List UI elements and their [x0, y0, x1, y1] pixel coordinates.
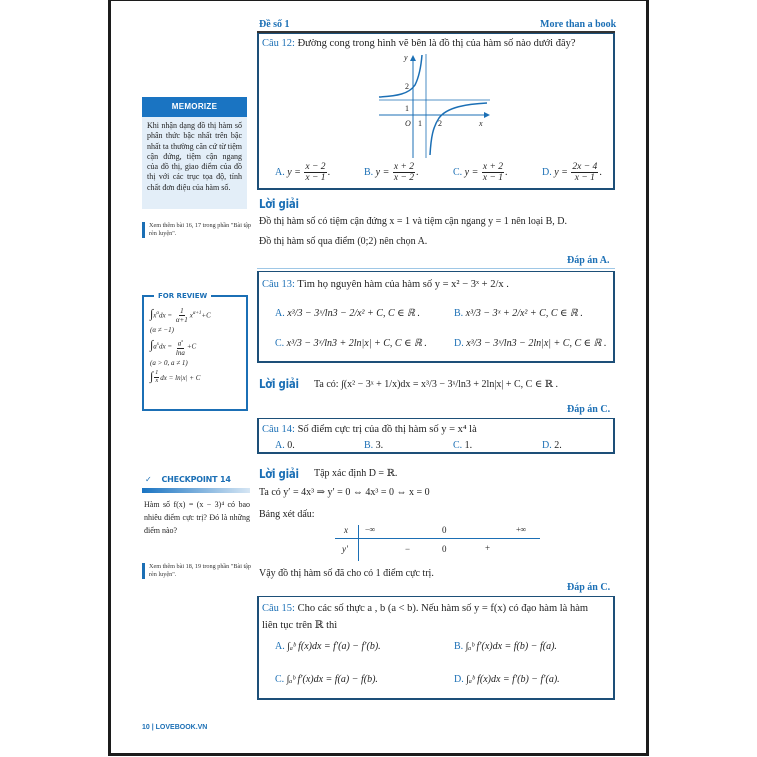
sign-table-x-label: x	[344, 525, 348, 535]
sign-table-y-plus: +	[485, 543, 491, 553]
sign-table	[335, 523, 540, 563]
question-12-option-c[interactable]: C. y = $\frac{x + 2}{x - 1}$ .	[453, 162, 508, 183]
sign-table-x-zero: 0	[442, 525, 447, 535]
question-14-option-b[interactable]	[364, 440, 383, 451]
y-tick-1: 1	[405, 104, 409, 113]
question-13-text: Tìm họ nguyên hàm của hàm số y = x² − 3ˣ + 2/x .	[297, 279, 509, 290]
option-label: C.	[275, 674, 285, 685]
question-13-label: Câu 13:	[262, 279, 295, 290]
checkpoint-title	[145, 475, 231, 484]
option-text: 1.	[464, 440, 473, 451]
option-label: A.	[275, 641, 285, 652]
option-text: 3.	[375, 440, 384, 451]
checkpoint-bar	[142, 488, 250, 493]
question-13-option-c[interactable]	[275, 338, 427, 349]
for-review-box	[142, 292, 248, 411]
question-15-option-d[interactable]	[454, 674, 560, 685]
x-tick-2: 2	[438, 119, 442, 128]
question-13-option-d[interactable]	[454, 338, 606, 349]
solution-12-line-2: Đồ thị hàm số qua điểm (0;2) nên chọn A.	[259, 236, 428, 247]
option-label: B.	[454, 308, 464, 319]
checkpoint-title-text: CHECKPOINT 14	[161, 475, 231, 484]
option-label: B.	[364, 166, 374, 178]
answer-14: Đáp án C.	[567, 582, 611, 593]
page-footer: 10 | LOVEBOOK.VN	[142, 724, 208, 731]
header-exam-title: Đề số 1	[259, 19, 290, 30]
option-label: D.	[454, 674, 464, 685]
solution-13-text: Ta có: ∫(x² − 3ˣ + 1/x)dx = x³/3 − 3ˣ/ln3 + 2ln|x| + C, C ∈ ℝ .	[314, 379, 559, 390]
option-label: C.	[453, 166, 463, 178]
question-12-text: Đường cong trong hình vẽ bên là đồ thị của hàm số nào dưới đây?	[297, 38, 576, 49]
solution-13-title	[259, 375, 306, 393]
question-14-option-d[interactable]	[542, 440, 562, 451]
question-15-prompt-line-2: liên tục trên ℝ thì	[262, 620, 338, 631]
answer-12: Đáp án A.	[567, 255, 610, 266]
solution-14-conclusion: Vậy đồ thị hàm số đã cho có 1 điểm cực trị.	[259, 568, 434, 579]
question-12-option-d[interactable]: D. y = $\frac{2x - 4}{x - 1}$ .	[542, 162, 602, 183]
curve-left-branch	[379, 55, 422, 97]
question-14-option-a[interactable]	[275, 440, 295, 451]
review-condition-1: (α ≠ −1)	[150, 326, 174, 335]
question-14-box	[257, 418, 615, 454]
option-label: D.	[542, 440, 552, 451]
solution-12-line-1: Đồ thị hàm số có tiệm cận đứng x = 1 và tiệm cận ngang y = 1 nên loại B, D.	[259, 216, 568, 227]
option-label: C.	[453, 440, 463, 451]
sign-table-y-minus: −	[405, 544, 411, 554]
question-15-option-a[interactable]	[275, 641, 381, 652]
sign-table-vline	[358, 525, 359, 561]
question-13-option-a[interactable]	[275, 308, 420, 319]
option-lhs: y =	[554, 166, 568, 178]
sign-table-x-neg-inf: −∞	[365, 525, 376, 534]
option-label: C.	[275, 338, 285, 349]
question-14-label: Câu 14:	[262, 424, 295, 435]
header-brand: More than a book	[540, 19, 617, 30]
option-denominator: x − 1	[574, 173, 595, 183]
question-15-text: Cho các số thực a , b (a < b). Nếu hàm số y = f(x) có đạo hàm là hàm	[297, 603, 589, 614]
option-denominator: x − 1	[482, 173, 503, 183]
option-lhs: y =	[375, 166, 390, 178]
solution-14-title	[259, 465, 306, 483]
question-13-option-b[interactable]	[454, 308, 583, 319]
question-15-prompt-line-1	[262, 602, 588, 616]
hyperbola-graph	[377, 52, 497, 160]
option-text: x³/3 − 3ˣ/ln3 − 2/x² + C, C ∈ ℝ .	[287, 308, 420, 319]
sign-table-x-pos-inf: +∞	[516, 525, 527, 534]
question-12-label: Câu 12:	[262, 38, 295, 49]
option-text: x³/3 − 3ˣ + 2/x² + C, C ∈ ℝ .	[465, 308, 583, 319]
option-text: x³/3 − 3ˣ/ln3 − 2ln|x| + C, C ∈ ℝ .	[466, 338, 607, 349]
option-text: ∫ₐᵇ f′(x)dx = f(b) − f(a).	[465, 641, 557, 652]
review-formula-3: ∫ $\frac{1}{x}$ dx = ln|x| + C	[150, 368, 201, 385]
solution-title-text: Lời giải	[259, 467, 299, 481]
review-formula-2: $\int a^xdx$ = $\frac{a^x}{\ln a}$ +C	[150, 337, 197, 357]
y-axis-label: y	[404, 53, 408, 62]
question-15-box	[257, 596, 615, 700]
option-label: A.	[275, 308, 285, 319]
solution-title-text: Lời giải	[259, 197, 299, 211]
option-text: ∫ₐᵇ f(x)dx = f′(b) − f′(a).	[466, 674, 560, 685]
solution-12-title	[259, 195, 306, 213]
option-label: D.	[454, 338, 464, 349]
question-14-option-c[interactable]	[453, 440, 472, 451]
option-denominator: x − 2	[393, 173, 414, 183]
sign-table-y-label: y′	[342, 544, 348, 554]
option-label: A.	[275, 166, 285, 178]
option-text: ∫ₐᵇ f′(x)dx = f(a) − f(b).	[286, 674, 378, 685]
option-label: B.	[454, 641, 464, 652]
curve-right-branch	[430, 103, 487, 155]
question-12-prompt	[262, 37, 576, 51]
answer-13: Đáp án C.	[567, 404, 611, 415]
y-tick-2: 2	[405, 82, 409, 91]
memorize-text: Khi nhận dạng đồ thị hàm số phân thức bậc nhất trên bậc nhất ta thường căn cứ từ tiệm cận đứng, tiệm cận ngang của đồ thị, giao điểm của đồ thị với các trục tọa độ, tính chất đơn điệu của hàm số.	[142, 117, 247, 209]
question-12-option-b[interactable]: B. y = $\frac{x + 2}{x - 2}$ .	[364, 162, 419, 183]
option-numerator: x + 2	[393, 162, 414, 172]
question-13-box	[257, 271, 615, 363]
x-axis-label: x	[479, 119, 483, 128]
for-review-title: FOR REVIEW	[154, 290, 211, 303]
option-numerator: x + 2	[482, 162, 503, 172]
memorize-title: MEMORIZE	[142, 97, 247, 117]
option-denominator: x − 1	[305, 173, 326, 183]
origin-label: O	[405, 119, 411, 128]
option-label: A.	[275, 440, 285, 451]
question-14-prompt	[262, 423, 477, 437]
question-15-option-b[interactable]	[454, 641, 557, 652]
question-12-box	[257, 33, 615, 190]
option-lhs: y =	[464, 166, 479, 178]
question-15-label: Câu 15:	[262, 603, 295, 614]
option-numerator: x − 2	[305, 162, 326, 172]
question-15-option-c[interactable]	[275, 674, 378, 685]
option-text: 2.	[554, 440, 562, 451]
x-tick-1: 1	[418, 119, 422, 128]
question-14-text: Số điểm cực trị của đồ thị hàm số y = x⁴ là	[297, 424, 477, 435]
option-text: x³/3 − 3ˣ/ln3 + 2ln|x| + C, C ∈ ℝ .	[286, 338, 427, 349]
checkpoint-text: Hàm số f(x) = (x − 3)⁴ có bao nhiêu điểm cực trị? Đó là những điểm nào?	[144, 500, 250, 535]
option-label: D.	[542, 166, 552, 178]
option-text: 0.	[287, 440, 295, 451]
solution-14-derivative: Ta có y′ = 4x³ ⇒ y′ = 0 ⇔ 4x³ = 0 ⇔ x = 0	[259, 487, 430, 498]
sign-table-hline	[335, 538, 540, 539]
review-formula-1: $\int x^\alpha dx$ = $\frac{1}{\alpha+1}$ $x^{\alpha+1}+C$	[150, 306, 211, 325]
question-13-prompt	[262, 278, 509, 292]
see-more-note-1: Xem thêm bài 16, 17 trong phần "Bài tập rèn luyện".	[142, 222, 254, 238]
option-label: B.	[364, 440, 374, 451]
option-lhs: y =	[287, 166, 301, 178]
sign-table-title: Bảng xét dấu:	[259, 509, 315, 520]
solution-14-domain: Tập xác định D = ℝ.	[314, 468, 398, 479]
check-icon: ✓	[145, 475, 152, 484]
option-text: ∫ₐᵇ f(x)dx = f′(a) − f′(b).	[287, 641, 381, 652]
question-12-option-a[interactable]: A. y = $\frac{x - 2}{x - 1}$ .	[275, 162, 331, 183]
separator	[257, 268, 615, 269]
review-condition-2: (a > 0, a ≠ 1)	[150, 358, 188, 367]
see-more-note-2: Xem thêm bài 18, 19 trong phần "Bài tập rèn luyện".	[142, 563, 254, 579]
solution-title-text: Lời giải	[259, 377, 299, 391]
sign-table-y-zero: 0	[442, 544, 447, 554]
option-numerator: 2x − 4	[572, 162, 598, 172]
